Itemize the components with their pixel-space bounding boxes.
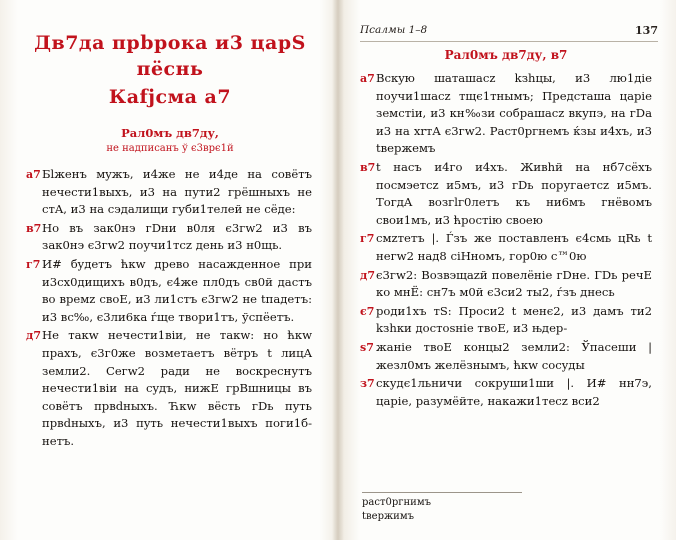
verse-text: жaніе твоE концы2 земли2: Ўпасeши | жезл0мъ желёзнымъ, ћкw сосyды: [376, 339, 652, 372]
verse-number: д7: [26, 329, 41, 343]
running-head-title: Псалмы 1–8: [360, 24, 428, 36]
verse: [360, 230, 652, 265]
verse: [26, 166, 312, 219]
verse: [360, 159, 652, 229]
verse-text: t нaсъ и4го и4хъ. Живhй на нб7сёхъ посмэeтсz и5мъ, и3 гDь поругaетсz и5мъ. ТогдA возгlг0летъ къ ни6мъ гнёвомъ свои1мъ, и3 ћростію своeю: [376, 159, 652, 227]
left-page-verses: [26, 166, 312, 452]
verse-number: є7: [360, 304, 375, 318]
verse: [360, 303, 652, 338]
psalm-heading: Pал0мъ дв7ду, в7: [444, 48, 568, 62]
verse-text: є3гw2: Возвэщazй повелёніе гDне. ГDь речE ко мнЁ: сн7ъ м0й є3си2 ты2, ѓзъ днeсь: [376, 267, 652, 300]
verse: [360, 375, 652, 410]
verse-number: ѕ7: [360, 340, 374, 354]
page-number: 137: [635, 24, 658, 37]
psalm-title: [30, 30, 310, 110]
verse-number: а7: [360, 72, 375, 85]
verse-text: скудє1льничи сокруши1ши |. И# нн7э, цaріе, разумёйте, накажи1тесz вси2: [376, 376, 652, 408]
verse: [360, 70, 652, 158]
verse-number: д7: [360, 268, 375, 282]
verse-number: в7: [360, 160, 376, 174]
footnote-item: раст0ргнимъ: [362, 497, 431, 508]
verse: [26, 256, 312, 326]
verse: [26, 220, 312, 255]
psalm-title-line-2: Каfjсма а7: [108, 86, 232, 108]
verse-number: в7: [26, 221, 42, 235]
psalm-title-line-1: Дв7да прbрока и3 царS пёснь: [34, 32, 306, 80]
verse-number: г7: [26, 257, 41, 271]
right-page-verses: [360, 70, 652, 411]
verse: [26, 327, 312, 450]
psalm-subheading-line-2: не надписaнъ ў є3врє1й: [106, 143, 234, 154]
verse: [360, 339, 652, 374]
verse-text: Бlжeнъ мyжъ, и4же не и4де на совётъ нечести1выхъ, и3 на пути2 грёшныхъ не стA, и3 на сэдaлищи губи1телей не сёде:: [42, 167, 312, 217]
verse-text: Но въ зак0нэ гDни в0ля є3гw2 и3 въ зак0нэ є3гw2 поучи1тсz дeнь и3 н0щь.: [42, 220, 312, 253]
verse-text: смzтeтъ |. Ѓзъ же постaвленъ є4смь цRь t негw2 над8 сіHномъ, гор0ю с™0ю: [376, 231, 652, 263]
running-head: [360, 24, 658, 42]
verse-text: Не тaкw нечести1віи, не тaкw: но ћкw прaхъ, є3г0же возметaетъ вётръ t лицA земли2. Сегw2 рaди не воскрeснутъ нечести1віи на сyдъ, нижE грBшницы въ совётъ првdныхъ. Ћкw вёсть гDь пyть првdныхъ, и3 пyть нечести1выхъ поги1б-нетъ.: [42, 328, 312, 448]
verse-text: Вскyю шатaшасz kзhцы, и3 лю1діе поучи1шасz тщє1тнымъ; Предстaша цaріе зeмстіи, и3 кн‰зи собрaшасz вкyпэ, на гDа и3 на хrтA є3гw2. Раст0ргнемъ ќзы и4хъ, и3 tвeржемъ: [376, 71, 652, 156]
verse-number: а7: [26, 168, 41, 181]
verse: [360, 267, 652, 302]
psalm-subheading-line-1: Pал0мъ дв7ду,: [121, 126, 219, 140]
footnotes: [362, 492, 522, 524]
psalm-subheading: [30, 126, 310, 156]
verse-text: роди1хъ тS: Проси2 t менє2, и3 дaмъ ти2 kзhки достоsніе твоE, и3 њдер-: [376, 303, 652, 336]
verse-number: з7: [360, 377, 375, 391]
verse-number: г7: [360, 232, 375, 246]
footnote-item: tвeржимъ: [362, 511, 414, 522]
verse-text: И# бyдетъ ћкw дрeво насаждeнное при и3сх0дищихъ в0дъ, є4же пл0дъ св0й дaстъ во врeмz своE, и3 ли1стъ є3гw2 не tпадeтъ: и3 вс‰, є3ли6ка ѓще твори1тъ, ўспёетъ.: [42, 256, 312, 324]
right-page: [338, 0, 676, 540]
